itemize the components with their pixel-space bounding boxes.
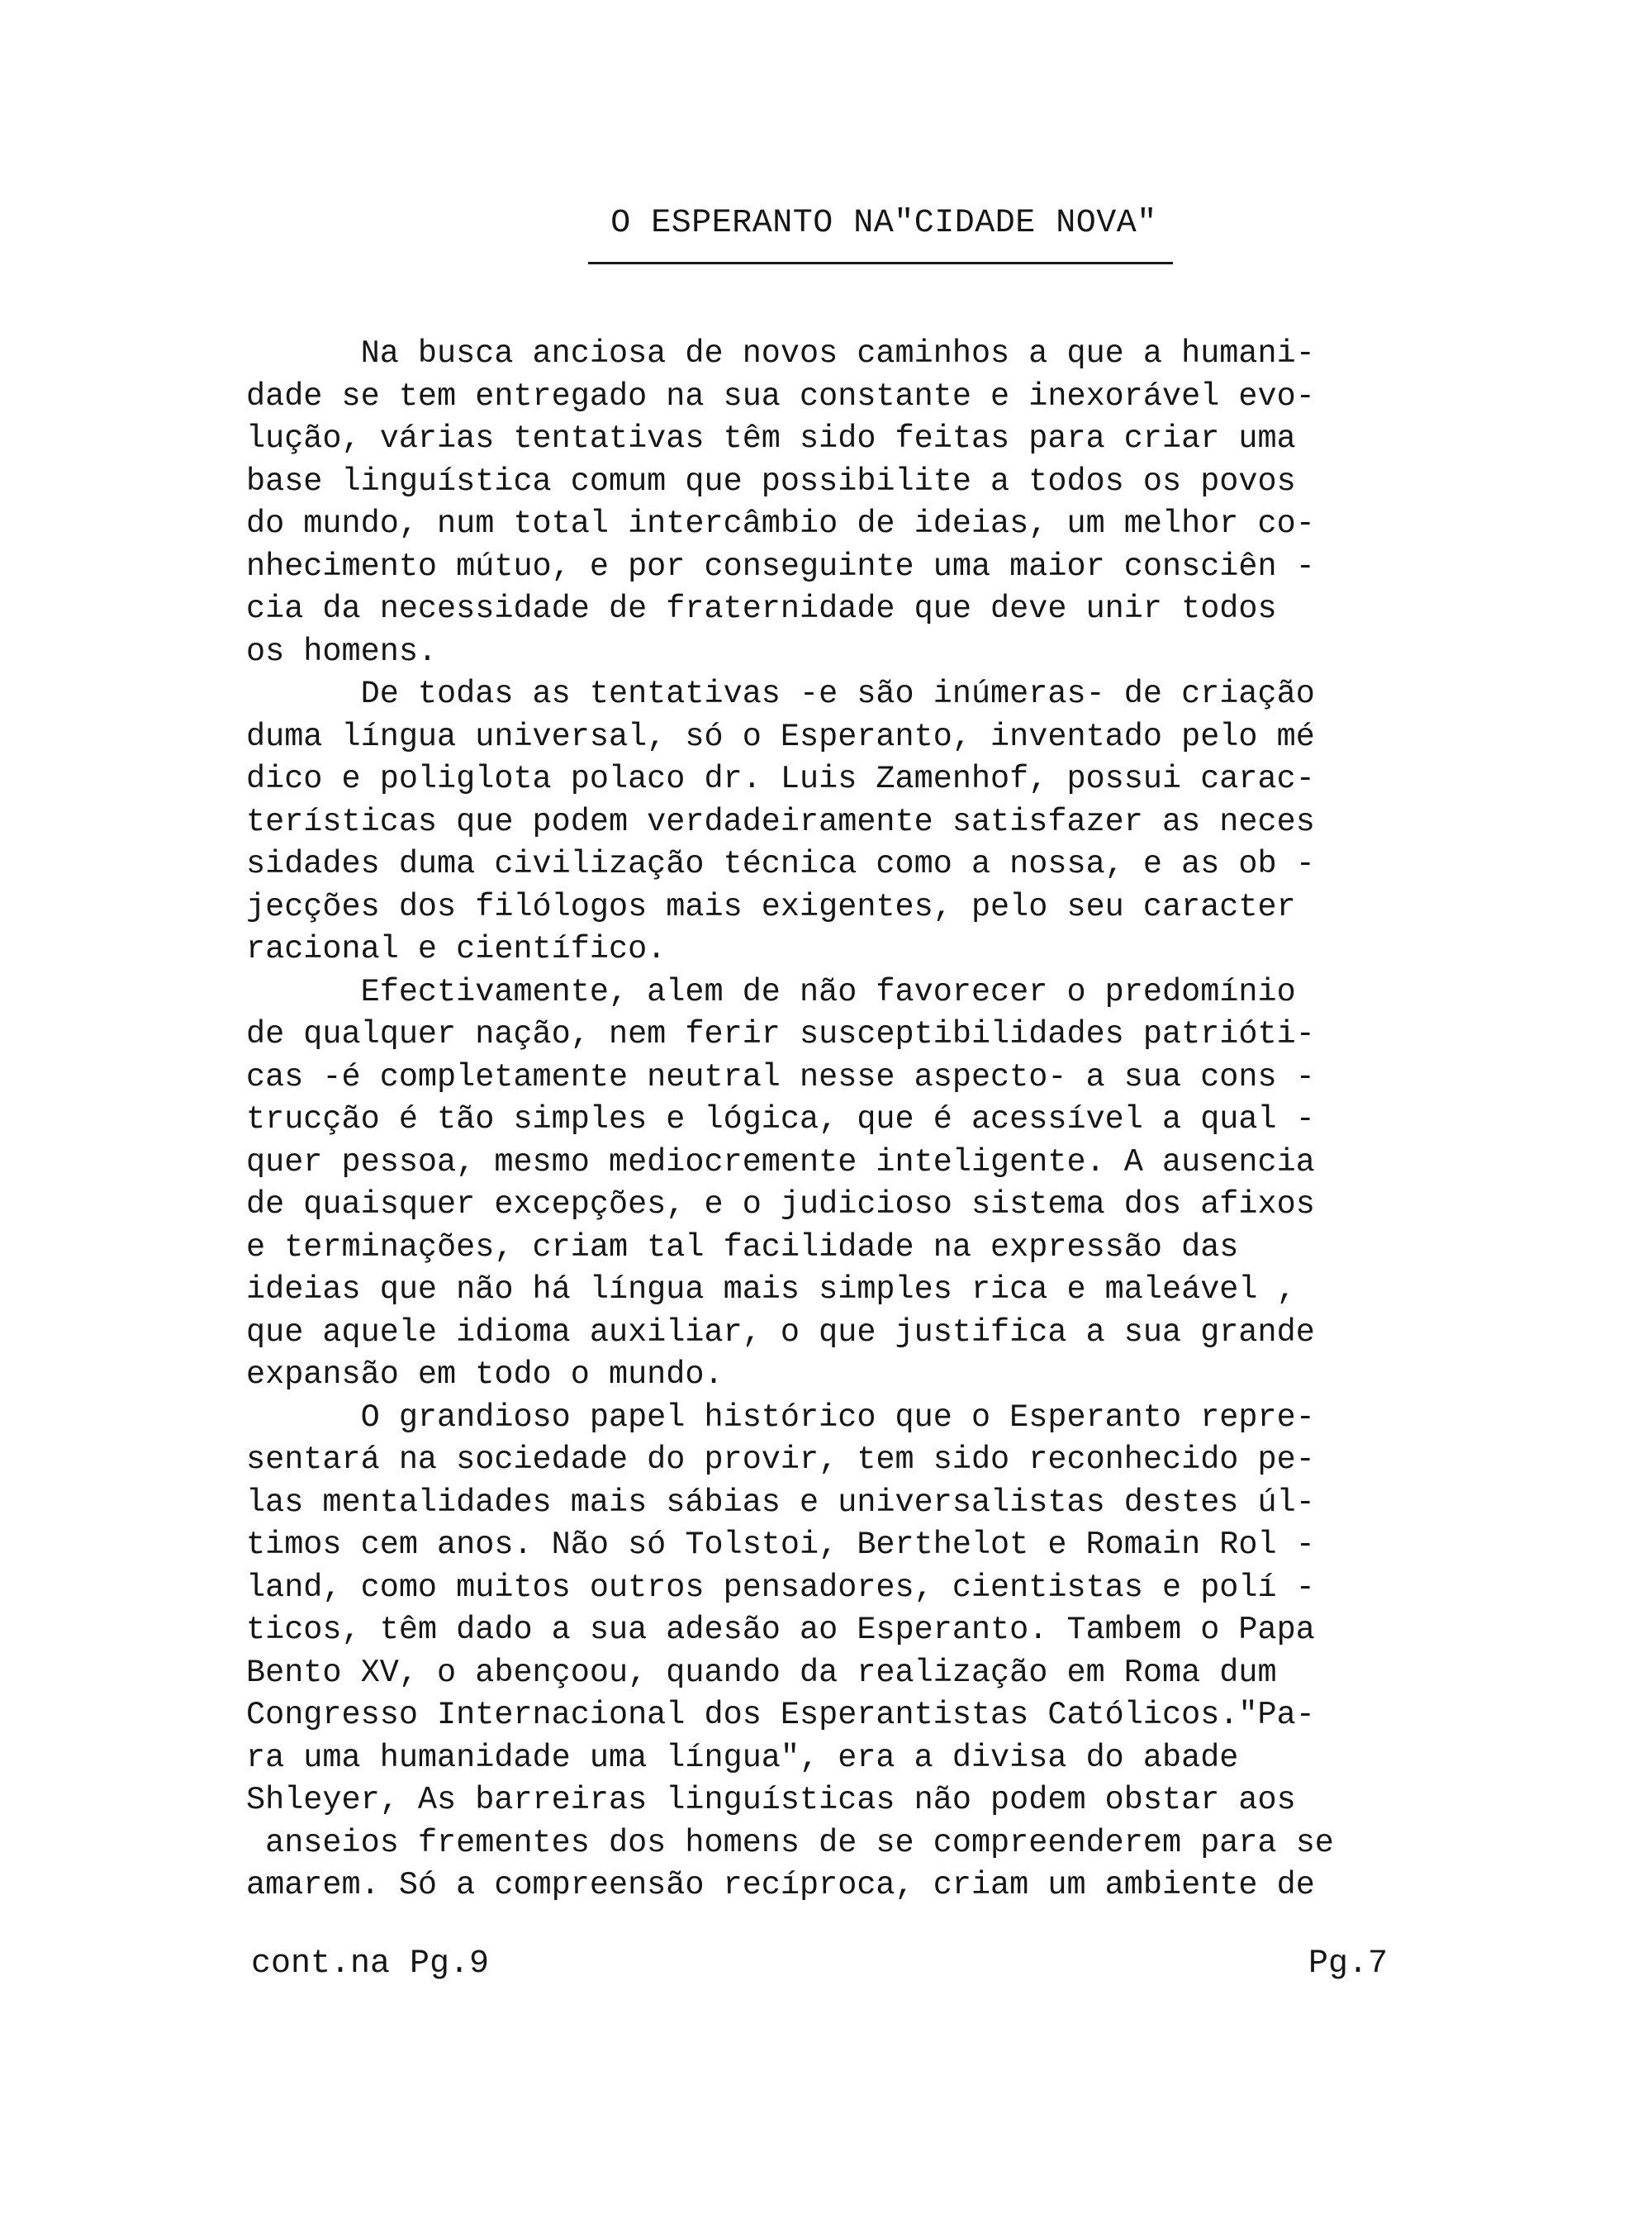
text-line: dico e poliglota polaco dr. Luis Zamenhof, possui carac- [246, 761, 1315, 797]
text-line: duma língua universal, só o Esperanto, inventado pelo mé [246, 718, 1315, 755]
text-line: Shleyer, As barreiras linguísticas não podem obstar aos [246, 1782, 1296, 1818]
text-line: ra uma humanidade uma língua", era a divisa do abade [246, 1739, 1239, 1776]
title-underline [588, 262, 1173, 264]
text-line: que aquele idioma auxiliar, o que justifica a sua grande [246, 1313, 1315, 1351]
text-line: Efectivamente, alem de não favorecer o predomínio [246, 973, 1296, 1010]
text-line: Bento XV, o abençoou, quando da realização em Roma dum [246, 1654, 1277, 1691]
text-line: cas -é completamente neutral nesse aspecto- a sua cons - [246, 1058, 1315, 1095]
text-line: expansão em todo o mundo. [246, 1356, 724, 1393]
text-line: trucção é tão simples e lógica, que é acessível a qual - [246, 1101, 1315, 1137]
text-line: ideias que não há língua mais simples rica e maleável , [246, 1271, 1296, 1308]
text-line: racional e científico. [246, 931, 667, 967]
text-line: sidades duma civilização técnica como a nossa, e as ob - [246, 846, 1315, 882]
text-line: land, como muitos outros pensadores, cientistas e polí - [246, 1569, 1315, 1606]
text-line: las mentalidades mais sábias e universalistas destes úl- [246, 1484, 1315, 1521]
text-line: do mundo, num total intercâmbio de ideias, um melhor co- [246, 506, 1315, 542]
text-line: anseios frementes dos homens de se compreenderem para se [246, 1824, 1334, 1861]
text-line: jecções dos filólogos mais exigentes, pelo seu caracter [246, 888, 1296, 925]
text-line: base linguística comum que possibilite a todos os povos [246, 463, 1296, 500]
text-line: e terminações, criam tal facilidade na expressão das [246, 1228, 1239, 1266]
text-line: amarem. Só a compreensão recíproca, criam um ambiente de [246, 1867, 1315, 1903]
text-line: Na busca anciosa de novos caminhos a que a humani- [246, 335, 1315, 372]
text-line: ticos, têm dado a sua adesão ao Esperanto. Tambem o Papa [246, 1612, 1315, 1648]
text-line: De todas as tentativas -e são inúmeras- de criação [246, 676, 1315, 712]
text-line: de qualquer nação, nem ferir susceptibilidades patrióti- [246, 1016, 1315, 1052]
text-line: terísticas que podem verdadeiramente satisfazer as neces [246, 803, 1315, 840]
page-number: Pg.7 [1308, 1945, 1389, 1983]
text-line: os homens. [246, 633, 438, 670]
text-line: Congresso Internacional dos Esperantistas Católicos."Pa- [246, 1697, 1315, 1733]
text-line: quer pessoa, mesmo mediocremente inteligente. A ausencia [246, 1143, 1315, 1180]
text-line: nhecimento mútuo, e por conseguinte uma maior consciên - [246, 548, 1315, 585]
text-line: lução, várias tentativas têm sido feitas para criar uma [246, 420, 1296, 457]
text-line: O grandioso papel histórico que o Esperanto repre- [246, 1399, 1315, 1436]
text-line: dade se tem entregado na sua constante e inexorável evo- [246, 378, 1315, 415]
text-line: cia da necessidade de fraternidade que deve unir todos [246, 591, 1277, 627]
text-line: de quaisquer excepções, e o judicioso sistema dos afixos [246, 1186, 1315, 1223]
text-line: timos cem anos. Não só Tolstoi, Berthelot e Romain Rol - [246, 1527, 1315, 1563]
text-line: sentará na sociedade do provir, tem sido reconhecido pe- [246, 1441, 1315, 1478]
article-body [246, 333, 1419, 1907]
continuation-note: cont.na Pg.9 [251, 1945, 490, 1983]
page-title: O ESPERANTO NA"CIDADE NOVA" [610, 205, 1157, 242]
